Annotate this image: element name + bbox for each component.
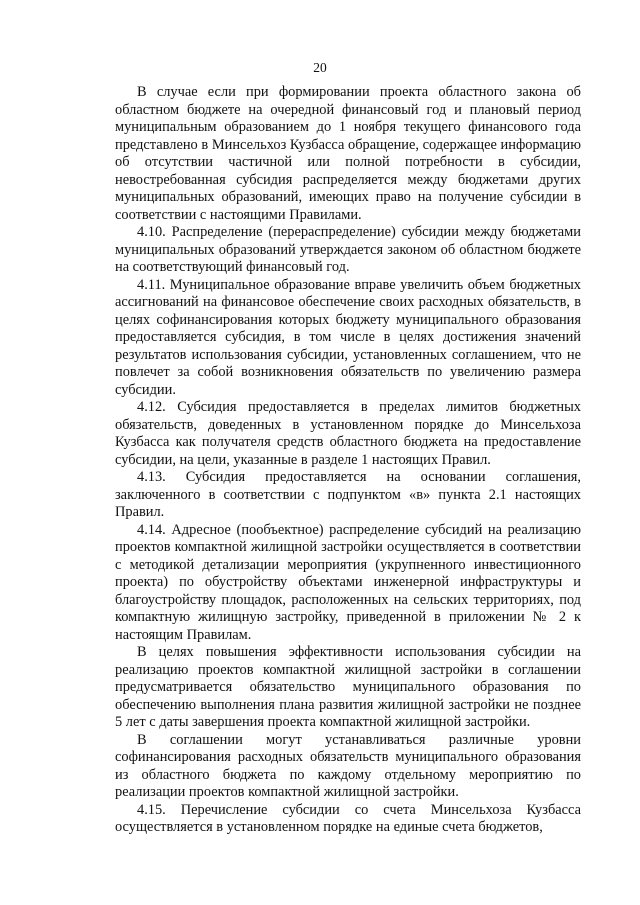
paragraph-efficiency-obligation: В целях повышения эффективности использования субсидии на реализацию проектов компактной жилищной застройки в соглашении предусматривается обязательство муниципального образования по обеспечению выполнения плана развития жилищной застройки не позднее 5 лет с даты завершения проекта компактной жилищной застройки. [115, 644, 581, 730]
paragraph-unused-subsidy-redistribution: В случае если при формировании проекта областного закона об областном бюджете на очередной финансовый год и плановый период муниципальным образованием до 1 ноября текущего финансового года представлено в Минсельхоз Кузбасса обращение, содержащее информацию об отсутствии частичной или полной потребности в субсидии, невостребованная субсидия распределяется между бюджетами других муниципальных образований, имеющих право на получение субсидии в соответствии с настоящими Правилами. [115, 84, 581, 223]
paragraph-4-13: 4.13. Субсидия предоставляется на основании соглашения, заключенного в соответствии с подпунктом «в» пункта 2.1 настоящих Правил. [115, 469, 581, 520]
document-body [115, 84, 581, 837]
paragraph-4-14: 4.14. Адресное (пообъектное) распределение субсидий на реализацию проектов компактной жилищной застройки осуществляется в соответствии с методикой детализации мероприятия (укрупненного инвестиционного проекта) по обустройству объектами инженерной инфраструктуры и благоустройству площадок, расположенных на сельских территориях, под компактную жилищную застройку, приведенной в приложении № 2 к настоящим Правилам. [115, 521, 581, 643]
paragraph-4-10: 4.10. Распределение (перераспределение) субсидии между бюджетами муниципальных образований утверждается законом об областном бюджете на соответствующий финансовый год. [115, 224, 581, 275]
paragraph-4-15: 4.15. Перечисление субсидии со счета Минсельхоза Кузбасса осуществляется в установленном порядке на единые счета бюджетов, [115, 801, 581, 835]
paragraph-cofinancing-levels: В соглашении могут устанавливаться различные уровни софинансирования расходных обязательств муниципального образования из областного бюджета по каждому отдельному мероприятию по реализации проектов компактной жилищной застройки. [115, 731, 581, 800]
paragraph-4-11: 4.11. Муниципальное образование вправе увеличить объем бюджетных ассигнований на финансовое обеспечение своих расходных обязательств, в целях софинансирования которых бюджету муниципального образования предоставляется субсидия, в том числе в целях достижения значений результатов использования субсидии, установленных соглашением, что не повлечет за собой возникновения обязательств по увеличению размера субсидии. [115, 276, 581, 398]
page-number: 20 [313, 60, 327, 75]
paragraph-4-12: 4.12. Субсидия предоставляется в пределах лимитов бюджетных обязательств, доведенных в установленном порядке до Минсельхоза Кузбасса как получателя средств областного бюджета на предоставление субсидии, на цели, указанные в разделе 1 настоящих Правил. [115, 399, 581, 468]
